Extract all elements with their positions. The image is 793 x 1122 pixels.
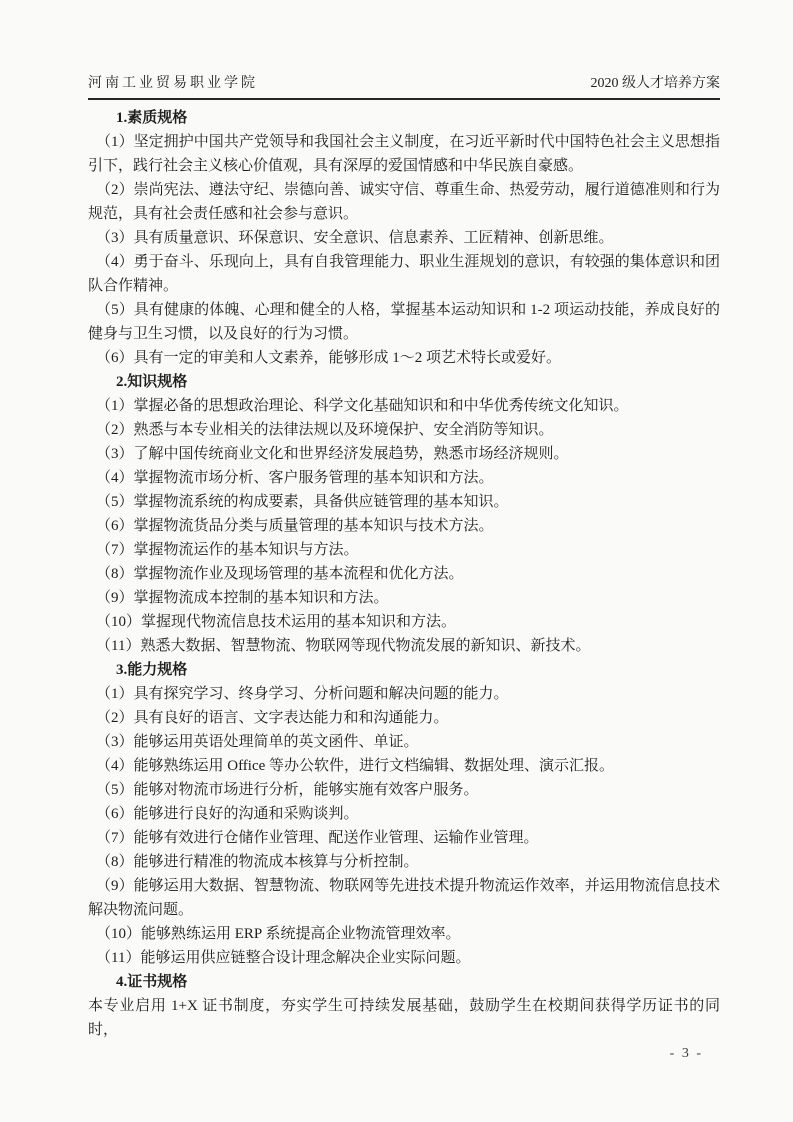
paragraph: （4）掌握物流市场分析、客户服务管理的基本知识和方法。 (96, 470, 494, 486)
paragraph: （1）坚定拥护中国共产党领导和我国社会主义制度，在习近平新时代中国特色社会主义思想指引下，践行社会主义核心价值观，具有深厚的爱国情感和中华民族自豪感。 (88, 134, 720, 174)
paragraph: （7）掌握物流运作的基本知识与方法。 (96, 542, 359, 558)
paragraph: （9）能够运用大数据、智慧物流、物联网等先进技术提升物流运作效率，并运用物流信息技术解决物流问题。 (88, 878, 720, 918)
section-heading: 3.能力规格 (116, 662, 188, 678)
paragraph: （2）熟悉与本专业相关的法律法规以及环境保护、安全消防等知识。 (96, 422, 554, 438)
paragraph: （8）掌握物流作业及现场管理的基本流程和优化方法。 (96, 566, 464, 582)
paragraph: 本专业启用 1+X 证书制度，夯实学生可持续发展基础，鼓励学生在校期间获得学历证书的同时， (88, 998, 720, 1038)
paragraph: （3）能够运用英语处理简单的英文函件、单证。 (96, 734, 419, 750)
paragraph: （5）掌握物流系统的构成要素，具备供应链管理的基本知识。 (96, 494, 509, 510)
paragraph: （1）具有探究学习、终身学习、分析问题和解决问题的能力。 (96, 686, 509, 702)
section-heading: 4.证书规格 (116, 974, 188, 990)
paragraph: （3）了解中国传统商业文化和世界经济发展趋势，熟悉市场经济规则。 (96, 446, 569, 462)
paragraph: （4）勇于奋斗、乐现向上，具有自我管理能力、职业生涯规划的意识，有较强的集体意识和团队合作精神。 (88, 254, 720, 294)
paragraph: （4）能够熟练运用 Office 等办公软件，进行文档编辑、数据处理、演示汇报。 (96, 758, 615, 774)
paragraph: （3）具有质量意识、环保意识、安全意识、信息素养、工匠精神、创新思维。 (96, 230, 614, 246)
paragraph: （6）掌握物流货品分类与质量管理的基本知识与技术方法。 (96, 518, 494, 534)
paragraph: （8）能够进行精准的物流成本核算与分析控制。 (96, 854, 419, 870)
paragraph: （7）能够有效进行仓储作业管理、配送作业管理、运输作业管理。 (96, 830, 539, 846)
paragraph: （2）崇尚宪法、遵法守纪、崇德向善、诚实守信、尊重生命、热爱劳动，履行道德准则和行为规范，具有社会责任感和社会参与意识。 (88, 182, 720, 222)
section-heading: 1.素质规格 (116, 110, 188, 126)
document-body (88, 106, 720, 1042)
header-program-title: 2020 级人才培养方案 (590, 76, 720, 91)
paragraph: （2）具有良好的语言、文字表达能力和和沟通能力。 (96, 710, 449, 726)
paragraph: （6）具有一定的审美和人文素养，能够形成 1～2 项艺术特长或爱好。 (96, 350, 562, 366)
paragraph: （11）能够运用供应链整合设计理念解决企业实际问题。 (96, 950, 471, 966)
paragraph: （10）能够熟练运用 ERP 系统提高企业物流管理效率。 (96, 926, 461, 942)
paragraph: （6）能够进行良好的沟通和采购谈判。 (96, 806, 359, 822)
paragraph: （9）掌握物流成本控制的基本知识和方法。 (96, 590, 389, 606)
page-header (88, 72, 720, 100)
paragraph: （1）掌握必备的思想政治理论、科学文化基础知识和和中华优秀传统文化知识。 (96, 398, 629, 414)
section-heading: 2.知识规格 (116, 374, 188, 390)
header-school-name: 河南工业贸易职业学院 (88, 76, 258, 91)
paragraph: （11）熟悉大数据、智慧物流、物联网等现代物流发展的新知识、新技术。 (96, 638, 591, 654)
paragraph: （10）掌握现代物流信息技术运用的基本知识和方法。 (96, 614, 457, 630)
paragraph: （5）能够对物流市场进行分析，能够实施有效客户服务。 (96, 782, 479, 798)
page-number: - 3 - (669, 1046, 703, 1061)
paragraph: （5）具有健康的体魄、心理和健全的人格，掌握基本运动知识和 1-2 项运动技能，养成良好的健身与卫生习惯，以及良好的行为习惯。 (88, 302, 720, 342)
